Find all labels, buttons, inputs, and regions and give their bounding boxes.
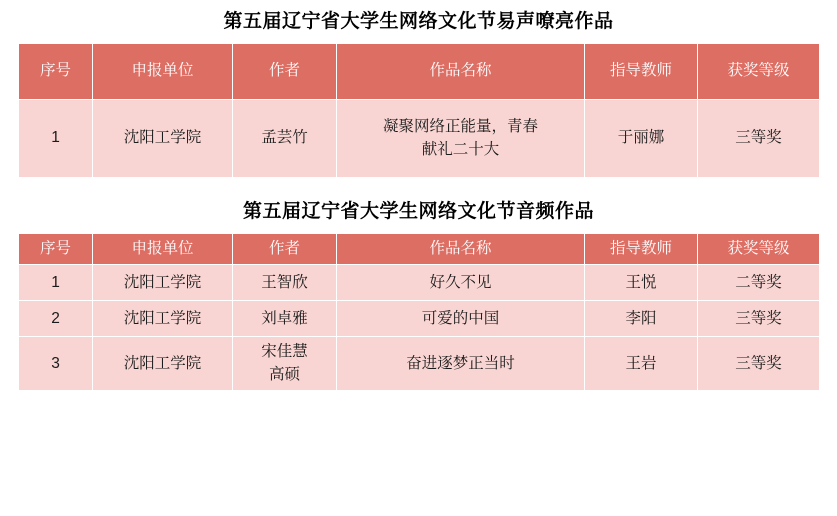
cell-teacher: 王悦 bbox=[585, 265, 698, 301]
cell-index: 1 bbox=[19, 100, 93, 178]
column-header-index: 序号 bbox=[19, 234, 93, 265]
table-2-body bbox=[19, 265, 820, 391]
section-1-title: 第五届辽宁省大学生网络文化节易声嘹亮作品 bbox=[223, 11, 614, 32]
cell-author bbox=[233, 337, 337, 391]
column-header-award-level: 获奖等级 bbox=[698, 44, 820, 100]
cell-unit: 沈阳工学院 bbox=[93, 100, 233, 178]
work-name-lines bbox=[343, 116, 578, 161]
cell-teacher: 于丽娜 bbox=[585, 100, 698, 178]
awards-table-1 bbox=[18, 43, 820, 178]
author-line-2: 高硕 bbox=[268, 365, 300, 383]
cell-award-level: 三等奖 bbox=[698, 301, 820, 337]
author-lines bbox=[239, 341, 330, 386]
section-audio-works bbox=[18, 178, 819, 391]
cell-author: 孟芸竹 bbox=[233, 100, 337, 178]
work-name-line-1: 凝聚网络正能量，青春 bbox=[382, 118, 538, 136]
cell-work-name: 可爱的中国 bbox=[337, 301, 585, 337]
author-line-1: 宋佳慧 bbox=[261, 343, 308, 361]
section-2-title: 第五届辽宁省大学生网络文化节音频作品 bbox=[242, 201, 594, 222]
table-row bbox=[19, 265, 820, 301]
column-header-unit: 申报单位 bbox=[93, 44, 233, 100]
cell-unit: 沈阳工学院 bbox=[93, 301, 233, 337]
column-header-index: 序号 bbox=[19, 44, 93, 100]
table-header-row bbox=[19, 234, 820, 265]
cell-author: 王智欣 bbox=[233, 265, 337, 301]
table-1-header bbox=[19, 44, 820, 100]
cell-unit: 沈阳工学院 bbox=[93, 265, 233, 301]
cell-award-level: 三等奖 bbox=[698, 337, 820, 391]
column-header-teacher: 指导教师 bbox=[585, 234, 698, 265]
cell-award-level: 二等奖 bbox=[698, 265, 820, 301]
cell-index: 1 bbox=[19, 265, 93, 301]
column-header-teacher: 指导教师 bbox=[585, 44, 698, 100]
cell-author: 刘卓雅 bbox=[233, 301, 337, 337]
table-2-header bbox=[19, 234, 820, 265]
table-row bbox=[19, 301, 820, 337]
table-row bbox=[19, 337, 820, 391]
awards-table-2 bbox=[18, 233, 820, 391]
cell-teacher: 王岩 bbox=[585, 337, 698, 391]
cell-index: 2 bbox=[19, 301, 93, 337]
column-header-unit: 申报单位 bbox=[93, 234, 233, 265]
column-header-author: 作者 bbox=[233, 234, 337, 265]
table-row bbox=[19, 100, 820, 178]
cell-work-name bbox=[337, 100, 585, 178]
column-header-work-name: 作品名称 bbox=[337, 44, 585, 100]
column-header-award-level: 获奖等级 bbox=[698, 234, 820, 265]
section-yi-sheng-liao-liang bbox=[18, 0, 819, 178]
cell-work-name: 奋进逐梦正当时 bbox=[337, 337, 585, 391]
cell-award-level: 三等奖 bbox=[698, 100, 820, 178]
cell-teacher: 李阳 bbox=[585, 301, 698, 337]
column-header-author: 作者 bbox=[233, 44, 337, 100]
cell-unit: 沈阳工学院 bbox=[93, 337, 233, 391]
table-1-body bbox=[19, 100, 820, 178]
work-name-line-2: 献礼二十大 bbox=[421, 140, 500, 158]
cell-index: 3 bbox=[19, 337, 93, 391]
cell-work-name: 好久不见 bbox=[337, 265, 585, 301]
table-header-row bbox=[19, 44, 820, 100]
column-header-work-name: 作品名称 bbox=[337, 234, 585, 265]
